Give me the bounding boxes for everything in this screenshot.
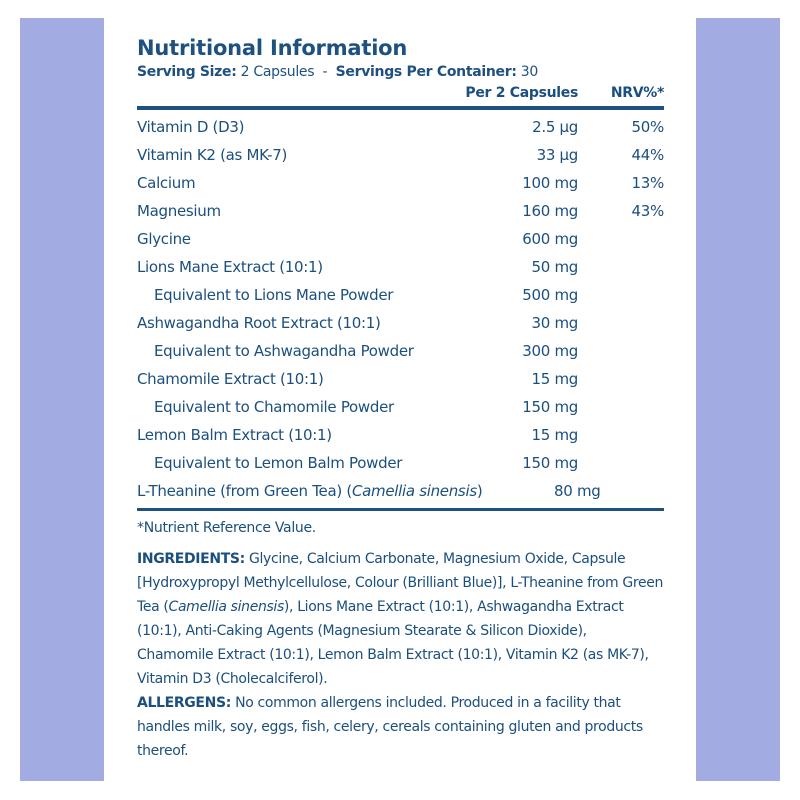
nutrient-name-text: Lions Mane Extract (10:1) <box>137 258 323 276</box>
table-row <box>137 141 664 169</box>
nutrient-amount: 150 mg <box>522 398 578 416</box>
column-header-nrv: NRV%* <box>610 85 664 101</box>
nutrient-name-text: Equivalent to Ashwagandha Powder <box>154 342 414 360</box>
nutrient-name-italic: Camellia sinensis <box>351 482 477 500</box>
nutrient-nrv <box>578 365 664 393</box>
table-row <box>137 421 664 449</box>
nutrient-nrv <box>578 281 664 309</box>
nutrient-name-after: ) <box>476 482 483 500</box>
table-row <box>137 169 664 197</box>
nutrient-nrv: 50% <box>631 118 664 136</box>
table-row <box>137 281 664 309</box>
column-header-name <box>137 82 418 104</box>
nutrient-nrv <box>578 337 664 365</box>
table-row <box>137 225 664 253</box>
nutrient-name-text: Calcium <box>137 174 196 192</box>
nutrient-name-text: Ashwagandha Root Extract (10:1) <box>137 314 381 332</box>
nutrient-name <box>137 449 418 477</box>
nutrient-amount: 15 mg <box>531 426 578 444</box>
nutrient-nrv: 43% <box>631 202 664 220</box>
allergens-label: ALLERGENS: <box>137 695 231 711</box>
table-row <box>137 449 664 477</box>
nutrient-amount: 33 µg <box>536 146 578 164</box>
nutrient-name-text: L-Theanine (from Green Tea) ( <box>137 482 352 500</box>
nutrient-amount: 15 mg <box>531 370 578 388</box>
serving-size-value: 2 Capsules <box>240 64 315 80</box>
header-divider <box>137 106 664 110</box>
nutrient-amount: 30 mg <box>531 314 578 332</box>
nutrient-nrv: 13% <box>631 174 664 192</box>
table-divider <box>137 508 664 511</box>
nutrient-amount: 100 mg <box>522 174 578 192</box>
nutrient-table <box>137 113 664 505</box>
nutrient-nrv <box>578 253 664 281</box>
nutrient-amount: 150 mg <box>522 454 578 472</box>
nutrient-amount: 300 mg <box>522 342 578 360</box>
ingredients-text-2: ), Lions Mane Extract (10:1), Ashwagandha Extract (10:1), Anti-Caking Agents (Magnesium Stearate & Silicon Dioxide), Chamomile Extract (10:1), Lemon Balm Extract (10:1), Vitamin K2 (as MK-7), Vitamin D3 (Cholecalciferol). <box>137 599 649 687</box>
table-row <box>137 393 664 421</box>
nutrient-name-text: Equivalent to Lemon Balm Powder <box>154 454 403 472</box>
nutrient-amount: 2.5 µg <box>532 118 578 136</box>
table-row <box>137 337 664 365</box>
right-color-band <box>696 18 780 781</box>
nutrient-amount: 500 mg <box>522 286 578 304</box>
serving-info <box>137 62 664 82</box>
nutrient-name <box>137 141 418 169</box>
nutrient-name <box>137 393 418 421</box>
nutrient-nrv <box>578 309 664 337</box>
nutrient-amount: 50 mg <box>531 258 578 276</box>
nutrient-name-text: Magnesium <box>137 202 221 220</box>
nutrient-name-text: Lemon Balm Extract (10:1) <box>137 426 332 444</box>
nutrient-name-text: Vitamin D (D3) <box>137 118 245 136</box>
nutrient-name-text: Equivalent to Chamomile Powder <box>154 398 394 416</box>
nrv-footnote: *Nutrient Reference Value. <box>137 520 316 536</box>
column-header-amount: Per 2 Capsules <box>465 85 578 101</box>
nutrient-name <box>137 253 418 281</box>
nutrient-nrv <box>578 449 664 477</box>
panel-title: Nutritional Information <box>137 36 408 60</box>
table-row <box>137 365 664 393</box>
column-header <box>137 82 664 104</box>
nutrient-nrv <box>601 477 664 505</box>
nutrient-nrv <box>578 393 664 421</box>
servings-per-container-label: Servings Per Container: <box>335 64 517 80</box>
table-row <box>137 113 664 141</box>
nutrient-name <box>137 421 418 449</box>
nutrient-name <box>137 197 418 225</box>
ingredients-text-1: Glycine, Calcium Carbonate, Magnesium Oxide, Capsule [Hydroxypropyl Methylcellulose, Colour (Brilliant Blue)], L-Theanine from Green Tea ( <box>137 551 664 615</box>
allergens-paragraph <box>137 691 664 763</box>
nutrient-name <box>137 477 482 505</box>
nutrition-panel <box>137 34 664 763</box>
ingredients-paragraph <box>137 547 664 691</box>
nutrient-nrv: 44% <box>631 146 664 164</box>
serving-size-label: Serving Size: <box>137 64 237 80</box>
table-row <box>137 197 664 225</box>
nutrient-name <box>137 113 418 141</box>
nutrient-nrv <box>578 225 664 253</box>
nutrient-name-text: Glycine <box>137 230 191 248</box>
table-row <box>137 253 664 281</box>
nutrient-name <box>137 225 418 253</box>
nutrient-amount: 600 mg <box>522 230 578 248</box>
table-row <box>137 477 664 505</box>
nutrient-name <box>137 281 418 309</box>
allergens-text: No common allergens included. Produced in a facility that handles milk, soy, eggs, fish, celery, cereals containing gluten and products thereof. <box>137 695 643 759</box>
nutrient-name <box>137 309 418 337</box>
nutrient-nrv <box>578 421 664 449</box>
nutrient-amount: 80 mg <box>554 482 601 500</box>
nutrient-amount: 160 mg <box>522 202 578 220</box>
nutrient-name-text: Vitamin K2 (as MK-7) <box>137 146 288 164</box>
nutrient-name <box>137 169 418 197</box>
serving-separator: - <box>322 64 328 80</box>
table-row <box>137 309 664 337</box>
servings-per-container-value: 30 <box>520 64 538 80</box>
nutrient-name <box>137 337 418 365</box>
ingredients-italic: Camellia sinensis <box>168 599 284 615</box>
nutrient-name-text: Equivalent to Lions Mane Powder <box>154 286 394 304</box>
nutrient-name-text: Chamomile Extract (10:1) <box>137 370 324 388</box>
ingredients-label: INGREDIENTS: <box>137 551 245 567</box>
nutrient-name <box>137 365 418 393</box>
left-color-band <box>20 18 104 781</box>
